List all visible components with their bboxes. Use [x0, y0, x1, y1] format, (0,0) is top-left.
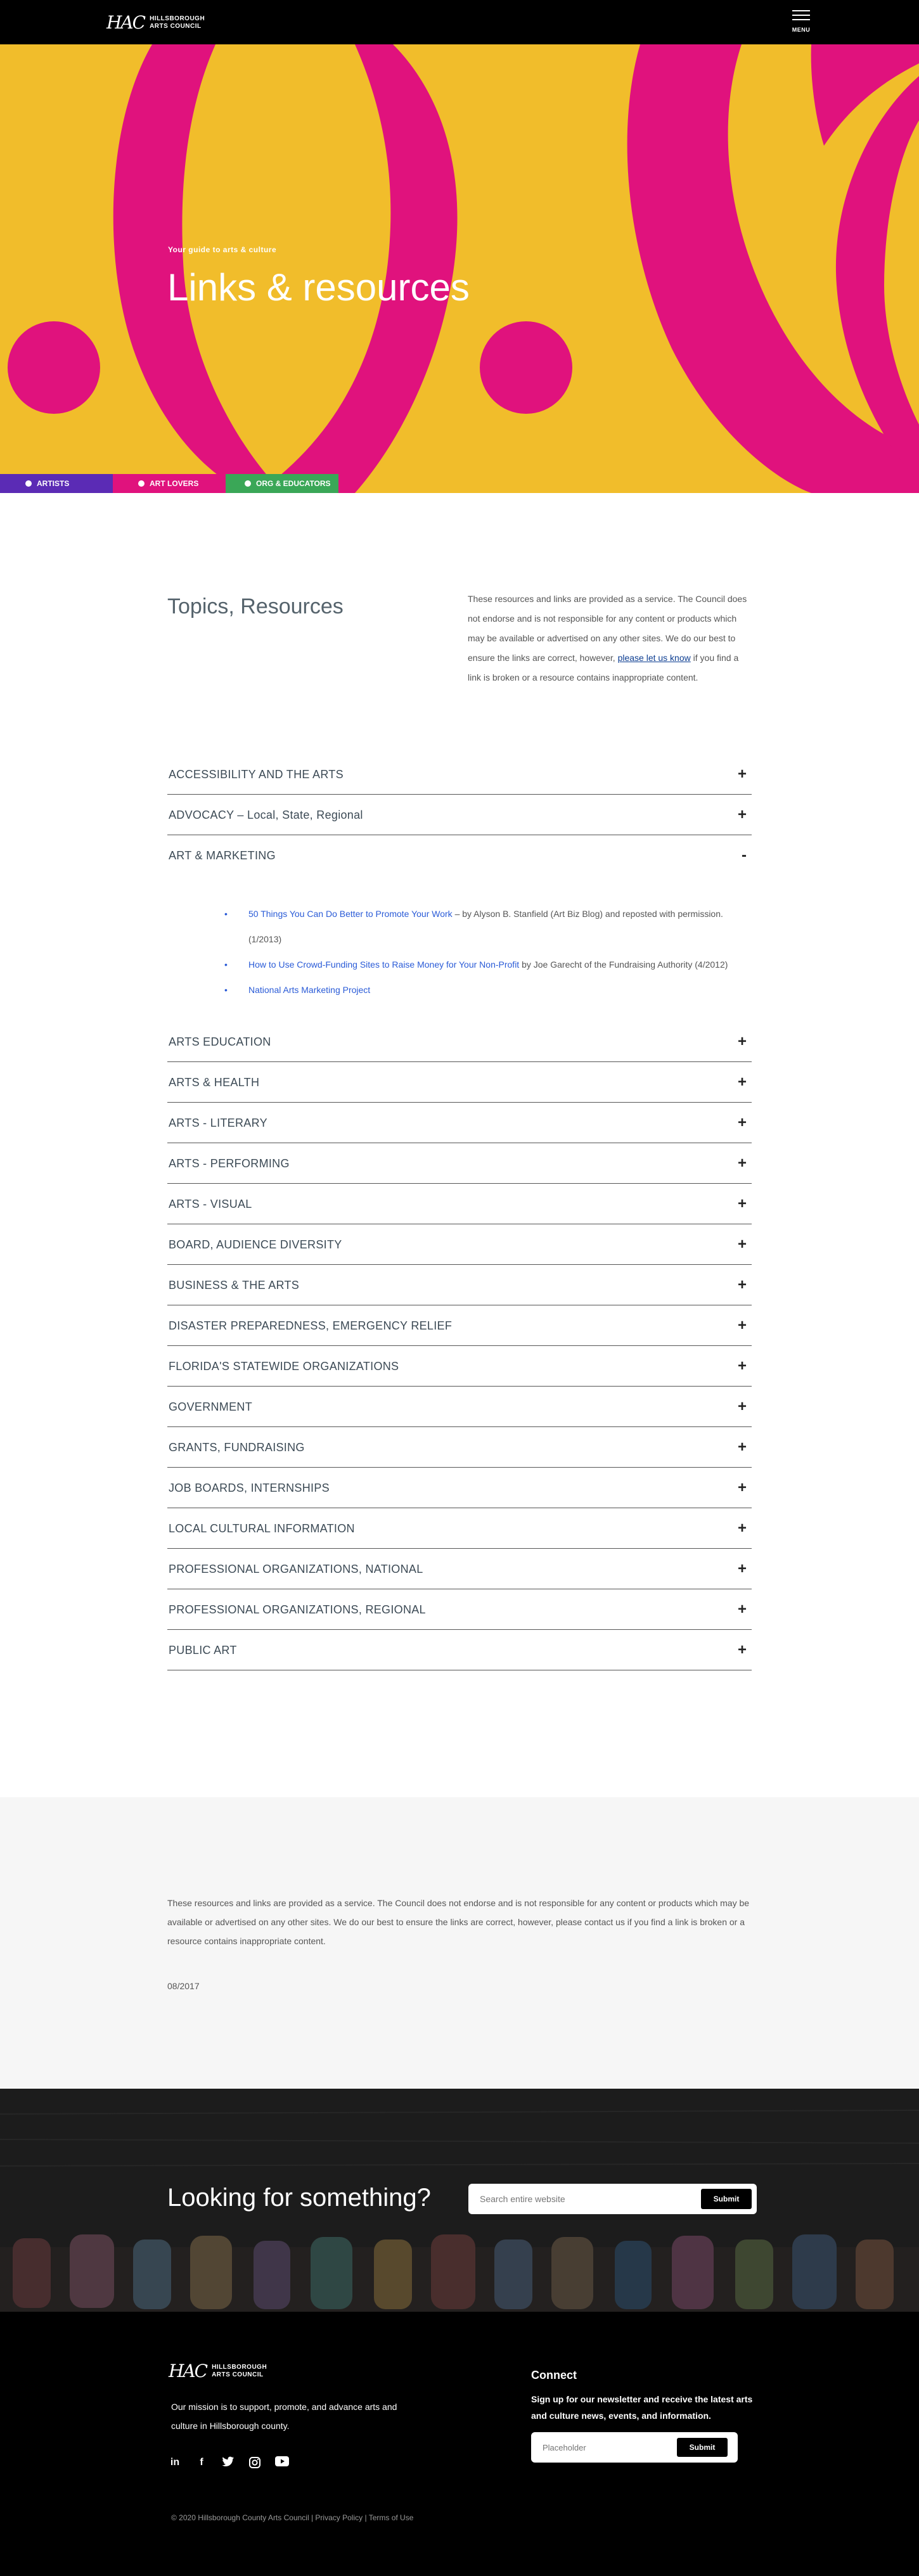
menu-button[interactable]: [791, 10, 811, 35]
site-logo[interactable]: [106, 14, 205, 32]
accordion-header[interactable]: [167, 754, 752, 795]
disclaimer-text: These resources and links are provided as a service. The Council does not endorse and is not responsible for any content or products which may be available or advertised on any other sites. We do our best to ensure the links are correct, however, please contact us if you find a link is broken or a resource contains inappropriate content.: [167, 1898, 750, 1946]
search-heading: Looking for something?: [167, 2184, 431, 2212]
accordion-header[interactable]: [167, 1589, 752, 1630]
accordion-header[interactable]: [167, 1103, 752, 1143]
accordion-title: ACCESSIBILITY AND THE ARTS: [169, 768, 344, 781]
accordion-title: GRANTS, FUNDRAISING: [169, 1441, 305, 1454]
logo-mark: HAC: [106, 12, 145, 33]
accordion-title: BOARD, AUDIENCE DIVERSITY: [169, 1238, 342, 1251]
accordion-title: JOB BOARDS, INTERNSHIPS: [169, 1482, 330, 1494]
expand-icon[interactable]: +: [737, 1398, 747, 1415]
expand-icon[interactable]: +: [737, 1073, 747, 1091]
accordion-header[interactable]: [167, 1265, 752, 1305]
accordion-title: ARTS EDUCATION: [169, 1035, 271, 1048]
accordion-header[interactable]: [167, 1427, 752, 1468]
logo-wordmark: [150, 15, 205, 30]
connect-heading: Connect: [531, 2369, 577, 2381]
resources-accordion: [167, 754, 752, 1670]
resource-item: [224, 977, 752, 1003]
accordion-title: LOCAL CULTURAL INFORMATION: [169, 1522, 355, 1535]
accordion-title: PROFESSIONAL ORGANIZATIONS, REGIONAL: [169, 1603, 426, 1616]
expand-icon[interactable]: +: [737, 1033, 747, 1050]
disclaimer-section: [0, 1797, 919, 2089]
hero-kicker: Your guide to arts & culture: [168, 245, 277, 254]
top-nav-bar: [0, 0, 919, 44]
expand-icon[interactable]: +: [737, 806, 747, 823]
footer-logo[interactable]: [169, 2362, 267, 2380]
expand-icon[interactable]: +: [737, 1520, 747, 1537]
hamburger-icon: [792, 10, 810, 11]
resource-list: [224, 901, 752, 1003]
tab-org-educators[interactable]: [226, 474, 338, 493]
logo-line-2: ARTS COUNCIL: [150, 23, 202, 30]
disclaimer-date: 08/2017: [167, 1981, 200, 1991]
dot-icon: [25, 480, 32, 487]
newsletter-text: Sign up for our newsletter and receive the latest arts and culture news, events, and information.: [531, 2394, 753, 2421]
menu-label: MENU: [792, 27, 811, 33]
page-title: Links & resources: [167, 266, 470, 309]
instagram-icon[interactable]: [248, 2456, 261, 2469]
collapse-icon[interactable]: -: [742, 847, 747, 864]
paintbrush-background: [0, 2089, 919, 2312]
newsletter-submit-button[interactable]: Submit: [677, 2438, 728, 2457]
accordion-header[interactable]: [167, 835, 752, 876]
accordion-title: PROFESSIONAL ORGANIZATIONS, NATIONAL: [169, 1563, 423, 1575]
accordion-title: ARTS & HEALTH: [169, 1076, 260, 1089]
accordion-header[interactable]: [167, 1143, 752, 1184]
hero-banner: [0, 44, 919, 493]
logo-wordmark: HILLSBOROUGH ARTS COUNCIL: [212, 2364, 267, 2378]
accordion-header[interactable]: [167, 1630, 752, 1670]
youtube-icon[interactable]: [275, 2456, 288, 2469]
contact-link[interactable]: please let us know: [617, 653, 691, 663]
accordion-header[interactable]: [167, 1508, 752, 1549]
twitter-icon[interactable]: [222, 2456, 235, 2469]
accordion-header[interactable]: [167, 1224, 752, 1265]
terms-of-use-link[interactable]: Terms of Use: [368, 2513, 414, 2522]
search-input[interactable]: [480, 2190, 683, 2208]
copyright: © 2020 Hillsborough County Arts Council | Privacy Policy | Terms of Use: [171, 2513, 414, 2522]
tab-label: ART LOVERS: [150, 479, 199, 488]
accordion-title: PUBLIC ART: [169, 1644, 237, 1656]
expand-icon[interactable]: +: [737, 1317, 747, 1334]
resource-credit: – by Alyson B. Stanfield (Art Biz Blog) and reposted with permission. (1/2013): [248, 909, 723, 944]
expand-icon[interactable]: +: [737, 1641, 747, 1658]
newsletter-email-input[interactable]: [543, 2438, 669, 2456]
expand-icon[interactable]: +: [737, 1479, 747, 1496]
expand-icon[interactable]: +: [737, 1601, 747, 1618]
resource-credit: by Joe Garecht of the Fundraising Authority (4/2012): [519, 959, 728, 970]
site-footer: [0, 2312, 919, 2576]
expand-icon[interactable]: +: [737, 1439, 747, 1456]
resource-link[interactable]: 50 Things You Can Do Better to Promote Your Work: [248, 909, 453, 919]
intro-section: [0, 493, 919, 754]
tab-label: ORG & EDUCATORS: [256, 479, 331, 488]
accordion-title: BUSINESS & THE ARTS: [169, 1279, 300, 1291]
expand-icon[interactable]: +: [737, 1276, 747, 1293]
linkedin-icon[interactable]: in: [170, 2457, 180, 2468]
social-links: [169, 2456, 288, 2469]
resource-item: [224, 952, 752, 977]
accordion-title: ART & MARKETING: [169, 849, 276, 862]
accordion-header[interactable]: [167, 1022, 752, 1062]
tab-art-lovers[interactable]: [113, 474, 226, 493]
expand-icon[interactable]: +: [737, 1155, 747, 1172]
accordion-header[interactable]: [167, 1346, 752, 1387]
accordion-header[interactable]: [167, 1184, 752, 1224]
accordion-title: FLORIDA'S STATEWIDE ORGANIZATIONS: [169, 1360, 399, 1373]
accordion-title: ARTS - VISUAL: [169, 1198, 252, 1210]
expand-icon[interactable]: +: [737, 766, 747, 783]
expand-icon[interactable]: +: [737, 1114, 747, 1131]
tab-artists[interactable]: [0, 474, 113, 493]
resource-link[interactable]: How to Use Crowd-Funding Sites to Raise Money for Your Non-Profit: [248, 959, 520, 970]
search-form: [468, 2184, 757, 2214]
resource-link[interactable]: National Arts Marketing Project: [248, 985, 371, 995]
tab-label: ARTISTS: [37, 479, 70, 488]
logo-mark: HAC: [169, 2361, 207, 2381]
section-heading: Topics, Resources: [167, 594, 344, 618]
accordion-header[interactable]: [167, 1305, 752, 1346]
facebook-icon[interactable]: f: [200, 2457, 203, 2468]
accordion-title: DISASTER PREPAREDNESS, EMERGENCY RELIEF: [169, 1319, 453, 1332]
intro-text: These resources and links are provided as a service. The Council does not endorse and is not responsible for any content or products which may be available or advertised on any other sites. We do our best to ensure the links are correct, however, please let us know if you find a link is broken or a resource contains inappropriate content.: [468, 594, 747, 682]
privacy-policy-link[interactable]: Privacy Policy: [315, 2513, 363, 2522]
expand-icon[interactable]: +: [737, 1357, 747, 1375]
search-submit-button[interactable]: Submit: [701, 2189, 752, 2209]
accordion-header[interactable]: [167, 1468, 752, 1508]
accordion-header[interactable]: [167, 1062, 752, 1103]
accordion-title: ADVOCACY – Local, State, Regional: [169, 809, 363, 821]
search-section: [0, 2089, 919, 2312]
resource-item: [224, 901, 752, 952]
dot-icon: [138, 480, 145, 487]
logo-line-1: HILLSBOROUGH: [150, 15, 205, 22]
newsletter-form: [531, 2432, 738, 2463]
audience-tabs: [0, 474, 338, 493]
accordion-header[interactable]: [167, 795, 752, 835]
mission-text: Our mission is to support, promote, and advance arts and culture in Hillsborough county.: [171, 2402, 397, 2431]
dot-icon: [245, 480, 251, 487]
accordion-header[interactable]: [167, 1387, 752, 1427]
expand-icon[interactable]: +: [737, 1236, 747, 1253]
expand-icon[interactable]: +: [737, 1560, 747, 1577]
accordion-title: GOVERNMENT: [169, 1400, 253, 1413]
expand-icon[interactable]: +: [737, 1195, 747, 1212]
accordion-header[interactable]: [167, 1549, 752, 1589]
accordion-title: ARTS - LITERARY: [169, 1117, 267, 1129]
accordion-panel: [167, 876, 752, 1022]
accordion-title: ARTS - PERFORMING: [169, 1157, 290, 1170]
